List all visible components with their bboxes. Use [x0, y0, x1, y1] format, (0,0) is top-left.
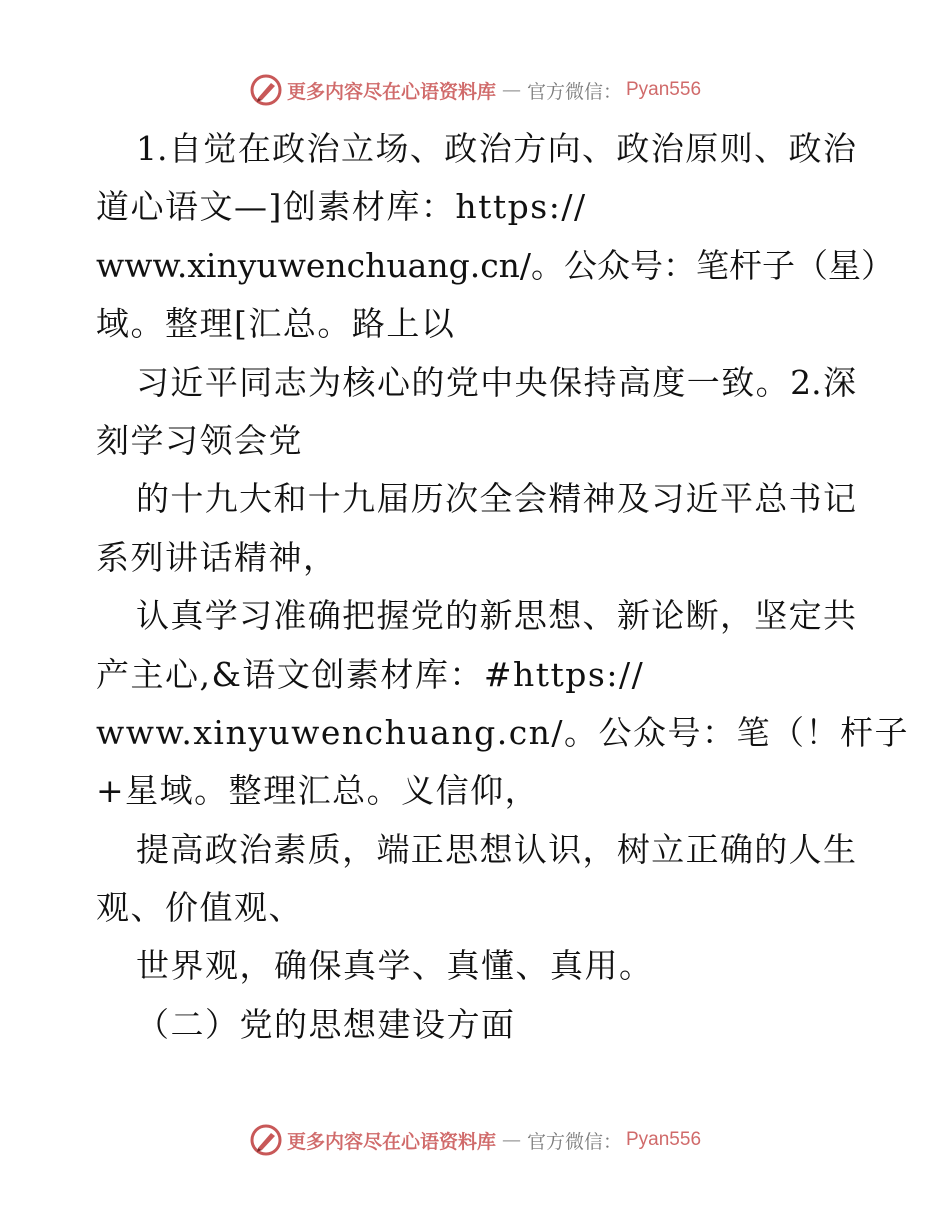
pen-logo-icon [249, 1123, 283, 1157]
section-heading: （二）党的思想建设方面 [136, 1004, 516, 1044]
banner-wechat-id: Pyan556 [626, 79, 702, 100]
text-line: 系列讲话精神， [96, 537, 338, 577]
text-line: www.xinyuwenchuang.cn/。公众号：笔（！杆子 [96, 712, 910, 752]
text-line: 观、价值观、 [96, 888, 303, 928]
text-line: 提高政治素质，端正思想认识，树立正确的人生 [136, 829, 856, 869]
header-banner-inner [249, 73, 701, 107]
banner-wechat-label: 官方微信： [526, 80, 622, 103]
text-line: 产主心,&语文创素材库：#https:// [96, 654, 645, 694]
text-line: 世界观，确保真学、真懂、真用。 [136, 946, 654, 986]
text-line: 域。整理[汇总。路上以 [96, 304, 456, 344]
document-body [96, 120, 910, 1054]
banner-dash: — [501, 79, 521, 101]
text-line: 刻学习领会党 [96, 420, 303, 460]
text-line: 道心语文—]创素材库：https:// [96, 187, 587, 227]
text-line: www.xinyuwenchuang.cn/。公众号：笔杆子（星） [96, 245, 895, 285]
header-banner [0, 72, 950, 108]
text-line: 习近平同志为核心的党中央保持高度一致。2.深 [136, 362, 856, 402]
banner-main-text: 更多内容尽在心语资料库 [286, 80, 496, 103]
footer-banner [0, 1122, 950, 1158]
banner-main-text: 更多内容尽在心语资料库 [286, 1130, 496, 1153]
text-line: +星域。整理汇总。义信仰， [96, 771, 540, 811]
banner-dash: — [501, 1129, 521, 1151]
banner-wechat-label: 官方微信： [526, 1130, 622, 1153]
text-line: 认真学习准确把握党的新思想、新论断，坚定共 [136, 596, 856, 636]
text-line: 1.自觉在政治立场、政治方向、政治原则、政治 [136, 129, 856, 168]
pen-logo-icon [249, 73, 283, 107]
banner-wechat-id: Pyan556 [626, 1129, 702, 1150]
footer-banner-inner [249, 1123, 701, 1157]
text-line: 的十九大和十九届历次全会精神及习近平总书记 [136, 479, 856, 519]
